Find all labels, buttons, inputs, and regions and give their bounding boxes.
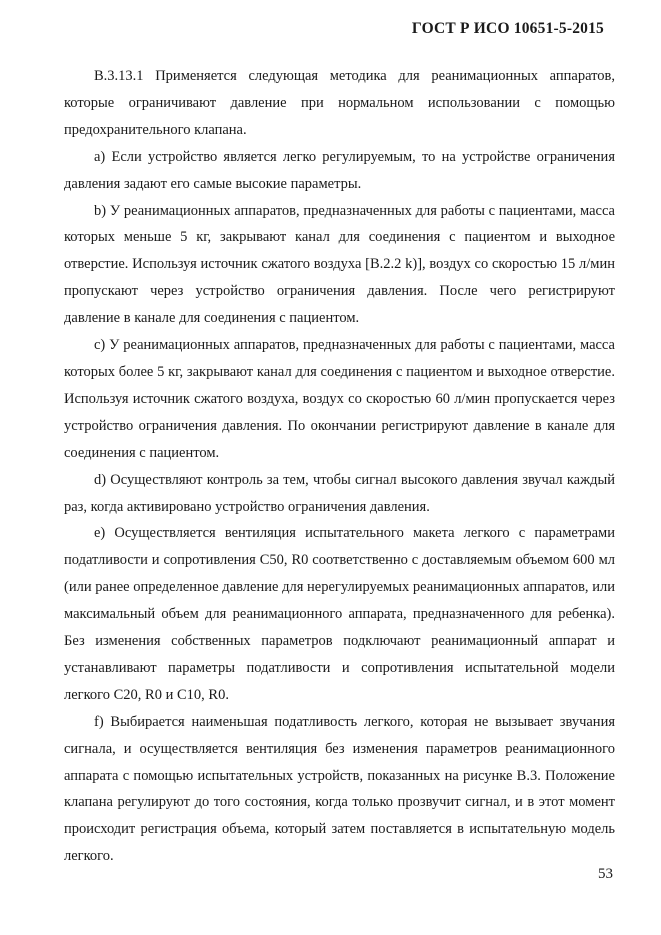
- paragraph-item-e: e) Осуществляется вентиляция испытательного макета легкого с параметрами податливости и сопротивления С50, R0 соответственно с доставляемым объемом 600 мл (или ранее определенное давление для нерегулируемых реанимационных аппаратов, или максимальный объем для реанимационного аппарата, предназначенного для ребенка). Без изменения собственных параметров подключают реанимационный аппарат и устанавливают параметры податливости и сопротивления испытательной модели легкого С20, R0 и С10, R0.: [64, 525, 615, 703]
- paragraph-item-c: c) У реанимационных аппаратов, предназначенных для работы с пациентами, масса которых более 5 кг, закрывают канал для соединения с пациентом и выходное отверстие. Используя источник сжатого воздуха, воздух со скоростью 60 л/мин пропускается через устройство ограничения давления. По окончании регистрируют давление в канале для соединения с пациентом.: [64, 337, 615, 461]
- document-body: [64, 63, 615, 870]
- paragraph-item-d: d) Осуществляют контроль за тем, чтобы сигнал высокого давления звучал каждый раз, когда активировано устройство ограничения давления.: [64, 471, 615, 515]
- page-number: 53: [598, 866, 613, 882]
- paragraph-item-f: f) Выбирается наименьшая податливость легкого, которая не вызывает звучания сигнала, и осуществляется вентиляция без изменения параметров реанимационного аппарата с помощью испытательных устройств, показанных на рисунке В.3. Положение клапана регулируют до того состояния, когда только прозвучит сигнал, и в этот момент происходит регистрация объема, который затем поставляется в испытательную модель легкого.: [64, 713, 615, 865]
- document-header: ГОСТ Р ИСО 10651-5-2015: [411, 20, 604, 37]
- paragraph-item-a: a) Если устройство является легко регулируемым, то на устройстве ограничения давления задают его самые высокие параметры.: [64, 148, 615, 192]
- paragraph-b-3-13-1: В.3.13.1 Применяется следующая методика для реанимационных аппаратов, которые ограничивают давление при нормальном использовании с помощью предохранительного клапана.: [64, 68, 615, 138]
- paragraph-item-b: b) У реанимационных аппаратов, предназначенных для работы с пациентами, масса которых меньше 5 кг, закрывают канал для соединения с пациентом и выходное отверстие. Используя источник сжатого воздуха [В.2.2 k)], воздух со скоростью 15 л/мин пропускают через устройство ограничения давления. После чего регистрируют давление в канале для соединения с пациентом.: [64, 202, 615, 327]
